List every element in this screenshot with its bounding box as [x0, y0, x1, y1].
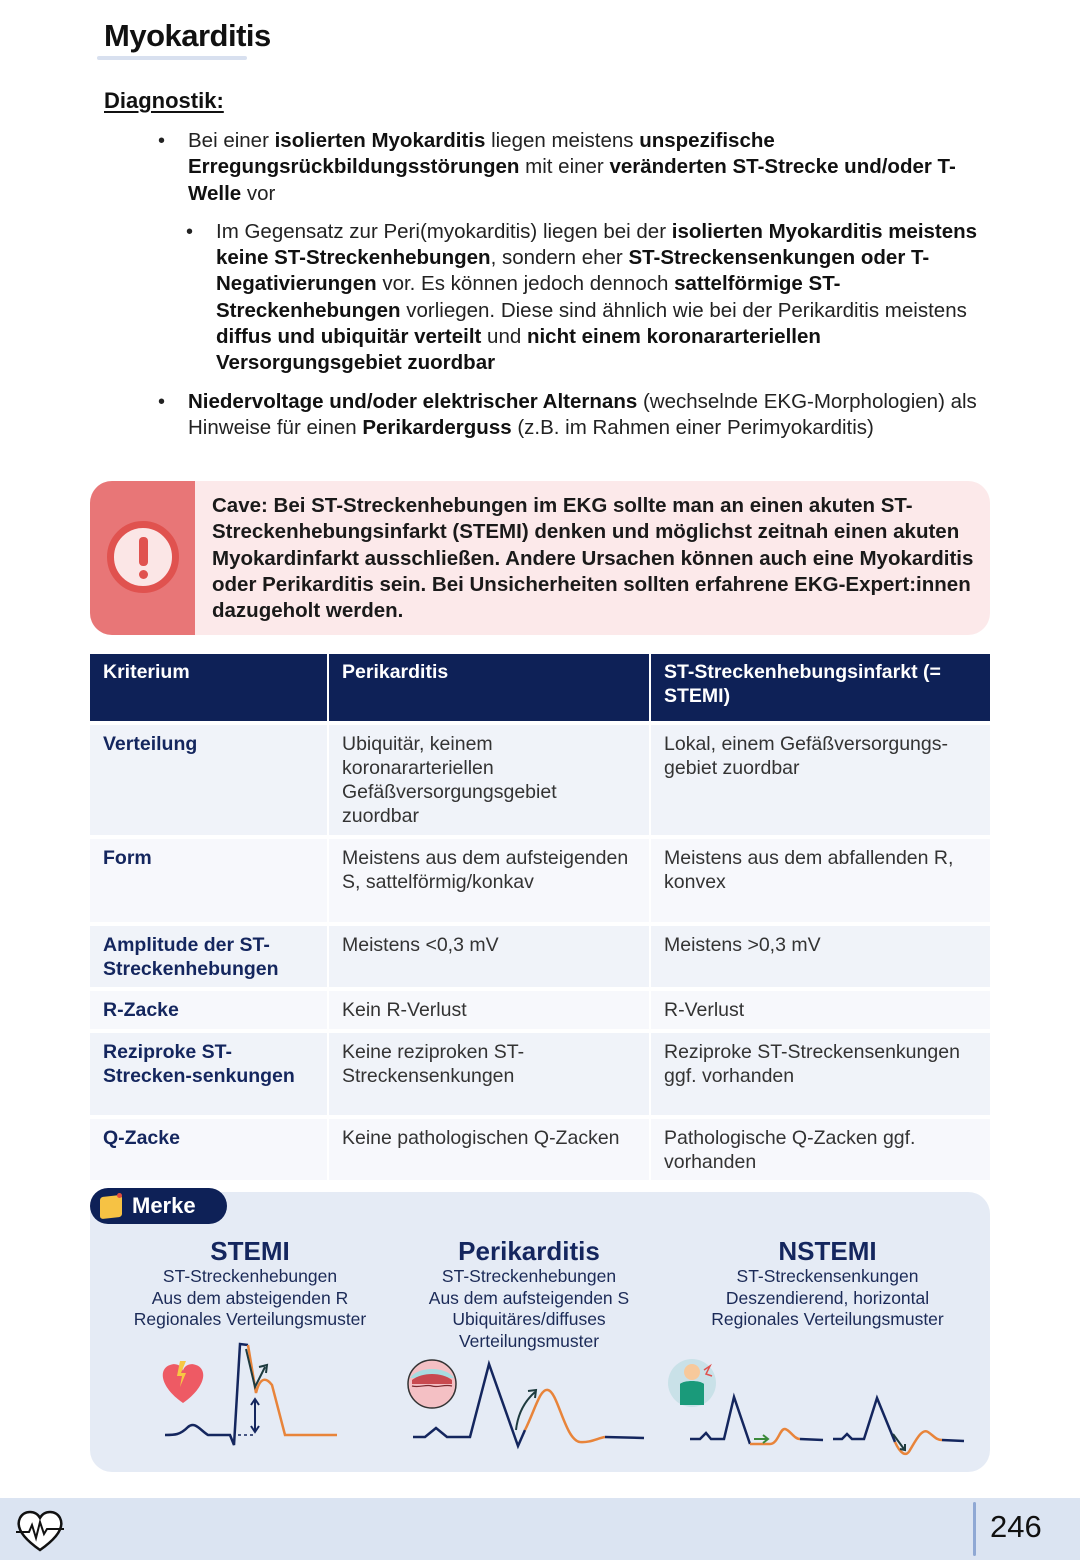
- text: Bei einer: [188, 129, 275, 152]
- merke-label: Merke: [132, 1193, 196, 1218]
- merke-line: Regionales Verteilungsmuster: [711, 1309, 944, 1329]
- merke-column-stemi: [100, 1236, 400, 1331]
- perikarditis-cell: Meistens aus dem aufsteigenden S, sattelförmig/konkav: [328, 837, 650, 924]
- merke-line: Ubiquitäres/diffuses: [452, 1309, 606, 1329]
- bullet-list: [158, 128, 978, 441]
- bold-text: isolierten Myokarditis: [274, 129, 486, 152]
- text: vorliegen. Diese sind ähnlich wie bei der Perikarditis meistens: [400, 298, 967, 322]
- section-heading: Diagnostik:: [104, 88, 224, 113]
- criterion-cell: Amplitude der ST-Streckenhebungen: [90, 924, 328, 990]
- bold-text: ST-Streckensenkungen oder T-Negativierungen: [216, 246, 930, 296]
- sticky-note-icon: [100, 1195, 122, 1219]
- perikarditis-cell: Ubiquitär, keinem koronararteriellen Gefäßversorgungsgebiet zuordbar: [328, 723, 650, 837]
- merke-line: Verteilungsmuster: [458, 1330, 600, 1351]
- merke-line: ST-Streckensenkungen: [736, 1266, 919, 1286]
- perikarditis-cell: Meistens <0,3 mV: [328, 924, 650, 990]
- merke-badge: [90, 1188, 227, 1224]
- merke-line: Aus dem absteigenden R: [151, 1287, 349, 1308]
- merke-title: NSTEMI: [778, 1236, 877, 1266]
- merke-line: ST-Streckenhebungen: [441, 1266, 617, 1286]
- footer-separator: [973, 1502, 976, 1556]
- title-underline: [97, 56, 247, 60]
- stemi-cell: Pathologische Q-Zacken ggf. vorhanden: [650, 1117, 990, 1181]
- text: (wechselnde EKG-Morphologien) als Hinweise für einen: [188, 389, 977, 439]
- bold-text: unspezifische Erregungsrückbildungsstörungen: [188, 129, 775, 179]
- perikarditis-cell: Keine pathologischen Q-Zacken: [328, 1117, 650, 1181]
- header-kriterium: Kriterium: [90, 654, 328, 723]
- stemi-cell: R-Verlust: [650, 989, 990, 1030]
- text: liegen meistens: [485, 129, 640, 152]
- table-header-row: [90, 654, 990, 723]
- cave-warning-box: [90, 481, 990, 635]
- bold-text: isolierten Myokarditis meistens keine ST-Streckenhebungen: [216, 219, 978, 270]
- bold-text: veränderten ST-Strecke und/oder T-Welle: [188, 155, 956, 205]
- merke-line: ST-Streckenhebungen: [162, 1266, 338, 1286]
- table-row: [90, 1117, 990, 1181]
- bold-text: sattelförmige ST-Streckenhebungen: [216, 272, 841, 322]
- chest-pain-person-icon: [668, 1359, 716, 1407]
- bold-text: Niedervoltage und/oder elektrischer Alternans: [188, 389, 638, 413]
- criterion-cell: Reziproke ST-Strecken-senkungen: [90, 1031, 328, 1117]
- table-row: [90, 723, 990, 837]
- merke-column-nstemi: [680, 1236, 975, 1331]
- bullet-item: [158, 128, 978, 207]
- criterion-cell: R-Zacke: [90, 989, 328, 1030]
- cave-text: Cave: Bei ST-Streckenhebungen im EKG sollte man an einen akuten ST-Streckenhebungsinfarkt (STEMI) denken und möglichst zeitnah einen akuten Myokardinfarkt ausschließen. Andere Ursachen können auch eine Myokarditis oder Perikarditis sein. Bei Unsicherheiten sollten erfahrene EKG-Expert:innen dazugeholt werden.: [212, 494, 974, 623]
- perikarditis-cell: Keine reziproken ST-Streckensenkungen: [328, 1031, 650, 1117]
- text: vor. Es können jedoch dennoch: [376, 272, 675, 296]
- criterion-cell: Q-Zacke: [90, 1117, 328, 1181]
- merke-title: STEMI: [210, 1236, 290, 1266]
- pericardium-icon: [408, 1360, 456, 1408]
- pin-icon: [117, 1193, 122, 1198]
- exclamation-circle-icon: [107, 521, 179, 593]
- stemi-cell: Meistens >0,3 mV: [650, 924, 990, 990]
- header-perikarditis: Perikarditis: [328, 654, 650, 723]
- broken-heart-icon: [163, 1361, 203, 1403]
- merke-column-perikarditis: [400, 1236, 658, 1352]
- text: und: [481, 325, 527, 349]
- bold-text: Perikarderguss: [362, 415, 512, 439]
- page-number: 246: [990, 1509, 1042, 1544]
- stemi-cell: Lokal, einem Gefäßversorgungs-gebiet zuordbar: [650, 723, 990, 837]
- merke-line: Aus dem aufsteigenden S: [428, 1287, 630, 1308]
- page-title: Myokarditis: [104, 18, 271, 53]
- text: , sondern eher: [490, 246, 629, 270]
- merke-line: Deszendierend, horizontal: [725, 1287, 930, 1308]
- text: (z.B. im Rahmen einer Perimyokarditis): [511, 415, 874, 439]
- bold-text: nicht einem koronararteriellen Versorgungsgebiet zuordbar: [216, 325, 821, 375]
- text: mit einer: [519, 155, 610, 179]
- table-row: [90, 1031, 990, 1117]
- comparison-table: [90, 654, 990, 1180]
- criterion-cell: Form: [90, 837, 328, 924]
- sub-bullet-item: [186, 219, 978, 377]
- heart-ekg-icon: [14, 1508, 66, 1552]
- cave-side-panel: [90, 481, 195, 635]
- table-row: [90, 989, 990, 1030]
- perikarditis-cell: Kein R-Verlust: [328, 989, 650, 1030]
- stemi-cell: Reziproke ST-Streckensenkungen ggf. vorhanden: [650, 1031, 990, 1117]
- stemi-ekg-illustration: [150, 1335, 350, 1455]
- page-footer: [0, 1498, 1080, 1560]
- merke-title: Perikarditis: [458, 1236, 600, 1266]
- merke-line: Regionales Verteilungsmuster: [133, 1309, 367, 1329]
- perikarditis-ekg-illustration: [400, 1350, 650, 1455]
- text: vor: [241, 181, 276, 205]
- table-row: [90, 924, 990, 990]
- table-row: [90, 837, 990, 924]
- text: Im Gegensatz zur Peri(myokarditis) liegen bei der: [216, 219, 672, 243]
- bullet-item: [158, 389, 978, 442]
- criterion-cell: Verteilung: [90, 723, 328, 837]
- header-stemi: ST-Streckenhebungsinfarkt (= STEMI): [650, 654, 990, 723]
- nstemi-ekg-illustration: [660, 1350, 970, 1460]
- stemi-cell: Meistens aus dem abfallenden R, konvex: [650, 837, 990, 924]
- bold-text: diffus und ubiquitär verteilt: [216, 325, 482, 349]
